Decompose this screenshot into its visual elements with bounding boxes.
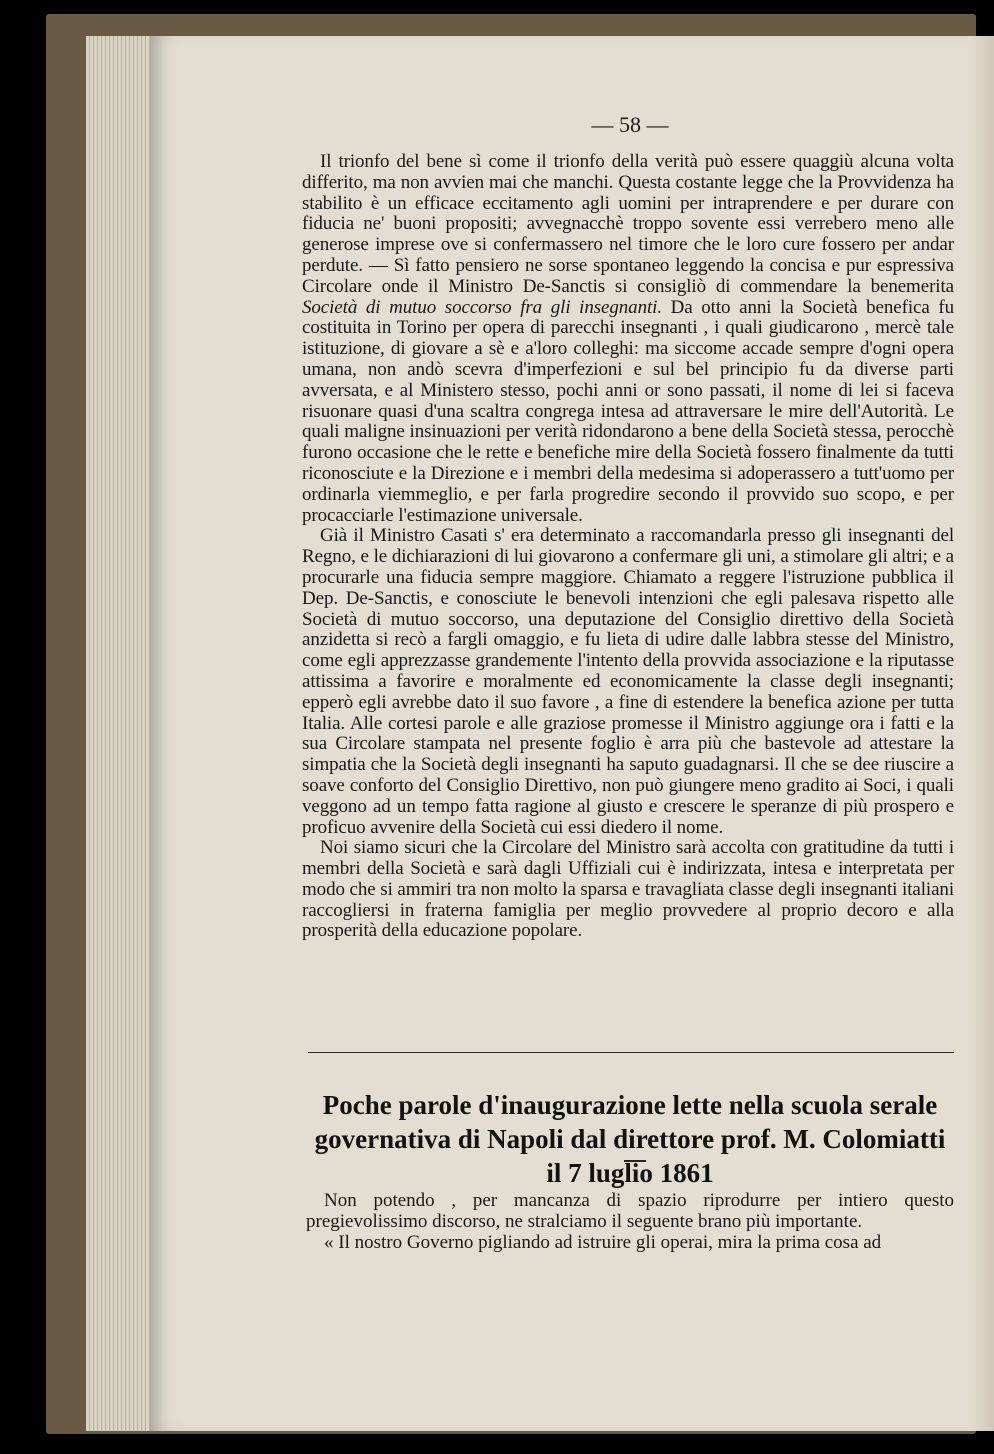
paragraph-2-text: Già il Ministro Casati s' era determinato a raccomandarla presso gli insegnanti del Regno, e le dichiarazioni di lui giovarono a confermare gli uni, a stimolare gli altri; e a procurarle una fiducia sempre maggiore. Chiamato a reggere l'istruzione pubblica il Dep. De-Sanctis, e conosciute le benevoli intenzioni che egli palesava rispetto alle Società di mutuo soccorso, una deputazione del Consiglio direttivo della Società anzidetta si recò a fargli omaggio, e fu lieta di udire dalle labbra stesse del Ministro, come egli apprezzasse grandemente l'intento della provvida associazione e la riputasse attissima a favorire e moralmente ed economicamente la classe degli insegnanti; epperò egli avrebbe dato il suo favore , a fine di estendere la benefica azione per tutta Italia. Alle cortesi parole e alle graziose promesse il Ministro aggiunge ora i fatti e la sua Circolare stampata nel presente foglio è arra più che bastevole ad attestare la simpatia che la Società degli insegnanti ha saputo guadagnarsi. Il che se dee riuscire a soave conforto del Consiglio Direttivo, non può giungere meno gradito ai Soci, i quali veggono ad un tempo fatta ragione al giusto e crescere le speranze di più prospero e proficuo avvenire della Società cui essi diedero il nome. (302, 525, 954, 838)
society-name-italic: Società di mutuo soccorso fra gli insegnanti. (302, 296, 662, 318)
paragraph-1-part-1: Il trionfo del bene sì come il trionfo della verità può essere quaggiù alcuna volta differito, ma non avvien mai che manchi. Questa costante legge che la Provvidenza ha stabilito è un efficace eccitamento agli uomini per intraprendere e per durare con fiducia ne' buoni propositi; avvegnacchè troppo sovente essi verrebero meno alle generose imprese ove si confermassero nel timore che le loro cure fossero per andar perdute. — Sì fatto pensiero ne sorse spontaneo leggendo la concisa e pur espressiva Circolare onde il Ministro De-Sanctis si consigliò di commendare la benemerita (302, 151, 954, 297)
section-divider (308, 1052, 954, 1053)
page-right-edge (968, 36, 994, 1431)
section-heading: Poche parole d'inaugurazione lette nella scuola serale governativa di Napoli dal direttore prof. M. Colomiatti il 7 luglio 1861 (314, 1090, 946, 1188)
page-stack-edges (86, 36, 150, 1431)
paragraph-1-part-2: Da otto anni la Società benefica fu costituita in Torino per opera di parecchi insegnanti , i quali giudicarono , mercè tale istituzione, di giovare a sè e a'loro colleghi: ma siccome accade sempre d'ogni opera umana, non andò scevra d'imperfezioni e sul bel principio fu da diverse parti avversata, e al Ministero stesso, pochi anni or sono passati, il nome di lei si faceva risuonare quasi d'una scaltra congrega intesa ad attraversare le mire dell'Autorità. Le quali maligne insinuazioni per verità ridondarono a bene della Società stessa, perocchè furono occasione che le rette e benefiche mire della Società fossero finalmente da tutti riconosciute e la Direzione e i membri della medesima si adoperassero a tutt'uomo per ordinarla viemmeglio, e per farla progredire secondo il provvido suo scopo, e per procacciarle l'estimazione universale. (302, 296, 954, 526)
closing-paragraph-1: Non potendo , per mancanza di spazio riprodurre per intiero questo pregievolissimo discorso, ne stralciamo il seguente brano più importante. (306, 1190, 954, 1232)
article-body (302, 152, 954, 942)
paragraph-2 (302, 526, 954, 838)
page-number: — 58 — (591, 112, 669, 137)
heading-dash (624, 1160, 646, 1162)
paragraph-3-text: Noi siamo sicuri che la Circolare del Ministro sarà accolta con gratitudine da tutti i membri della Società e sarà dagli Uffiziali cui è indirizzata, intesa e interpretata per modo che si ammiri tra non molto la sparsa e travagliata classe degli insegnanti italiani raccogliersi in fraterna famiglia per meglio provvedere al proprio decoro e alla prosperità della educazione popolare. (302, 837, 954, 942)
paragraph-1 (302, 152, 954, 526)
closing-paragraph-2: « Il nostro Governo pigliando ad istruire gli operai, mira la prima cosa ad (324, 1232, 882, 1253)
speech-excerpt (306, 1190, 954, 1253)
paragraph-3 (302, 838, 954, 942)
